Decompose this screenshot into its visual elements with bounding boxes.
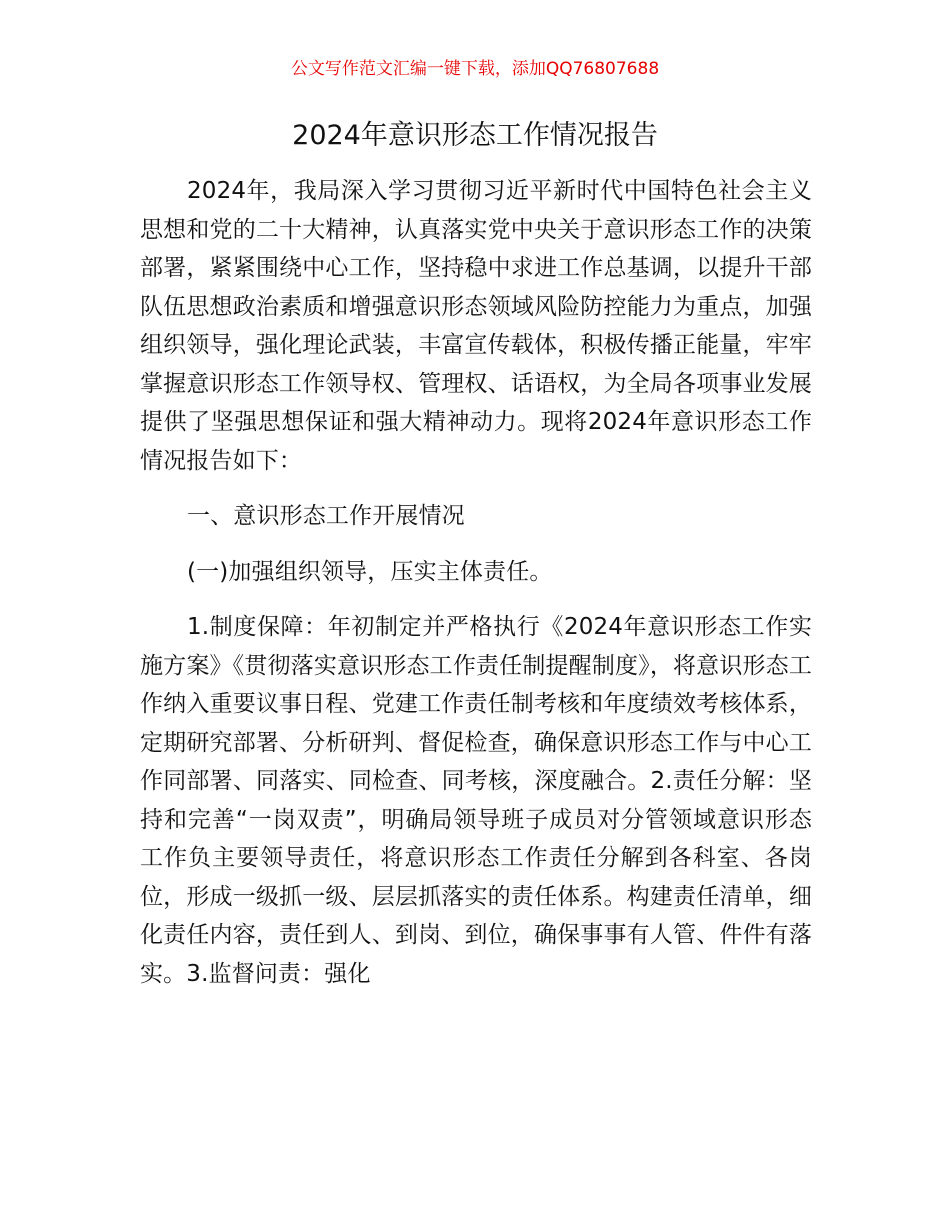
- promo-text: 公文写作范文汇编一键下载，添加QQ76807688: [290, 59, 660, 79]
- subsection-heading: (一)加强组织领导，压实主体责任。: [187, 558, 553, 585]
- item-paragraph: 1.制度保障：年初制定并严格执行《2024年意识形态工作实施方案》《贯彻落实意识形态工作责任制提醒制度》，将意识形态工作纳入重要议事日程、党建工作责任制考核和年度绩效考核体系，定期研究部署、分析研判、督促检查，确保意识形态工作与中心工作同部署、同落实、同检查、同考核，深度融合。2.责任分解：坚持和完善“一岗双责”，明确局领导班子成员对分管领域意识形态工作负主要领导责任，将意识形态工作责任分解到各科室、各岗位，形成一级抓一级、层层抓落实的责任体系。构建责任清单，细化责任内容，责任到人、到岗、到位，确保事事有人管、件件有落实。3.监督问责：强化: [140, 614, 812, 987]
- promo-header: [0, 56, 950, 82]
- intro-paragraph: 2024年，我局深入学习贯彻习近平新时代中国特色社会主义思想和党的二十大精神，认真落实党中央关于意识形态工作的决策部署，紧紧围绕中心工作，坚持稳中求进工作总基调，以提升干部队伍思想政治素质和增强意识形态领域风险防控能力为重点，加强组织领导，强化理论武装，丰富宣传载体，积极传播正能量，牢牢掌握意识形态工作领导权、管理权、话语权，为全局各项事业发展提供了坚强思想保证和强大精神动力。现将2024年意识形态工作情况报告如下：: [140, 178, 812, 474]
- document-title: 2024年意识形态工作情况报告: [292, 120, 658, 151]
- section-heading: 一、意识形态工作开展情况: [187, 503, 465, 529]
- document-body: [140, 172, 812, 993]
